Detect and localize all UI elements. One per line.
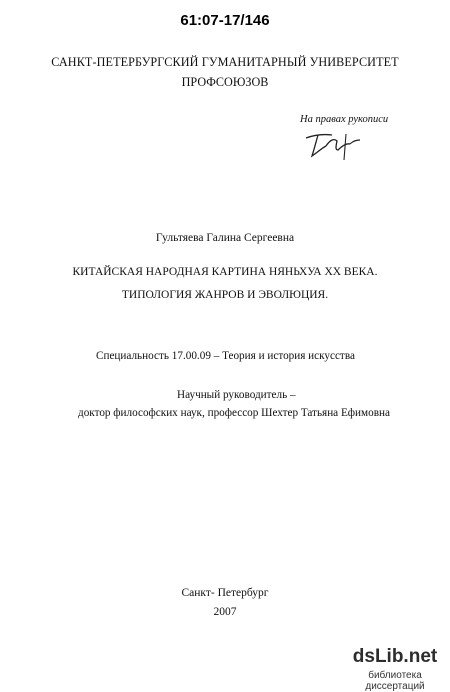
city: Санкт- Петербург [181,587,269,599]
university-name: САНКТ-ПЕТЕРБУРГСКИЙ ГУМАНИТАРНЫЙ УНИВЕРСИТЕТ [51,55,399,69]
advisor-label: Научный руководитель – [177,389,296,401]
watermark-subtitle: библиотека диссертаций [365,670,425,692]
author-name: Гультяева Галина Сергеевна [155,232,295,244]
watermark-logo [343,646,447,690]
catalog-code: 61:07-17/146 [180,12,270,29]
thesis-title-line2: ТИПОЛОГИЯ ЖАНРОВ И ЭВОЛЮЦИЯ. [121,289,329,301]
specialty: Специальность 17.00.09 – Теория и история искусства [96,350,355,362]
rights-note: На правах рукописи [300,114,389,125]
handwritten-signature [300,126,362,162]
thesis-title-line1: КИТАЙСКАЯ НАРОДНАЯ КАРТИНА НЯНЬХУА XX ВЕКА. [72,266,378,278]
advisor-name: доктор философских наук, профессор Шехтер Татьяна Ефимовна [78,407,390,419]
watermark-brand: dsLib.net [352,646,438,667]
university-name-line2: ПРОФСОЮЗОВ [181,75,269,89]
year: 2007 [213,606,237,618]
